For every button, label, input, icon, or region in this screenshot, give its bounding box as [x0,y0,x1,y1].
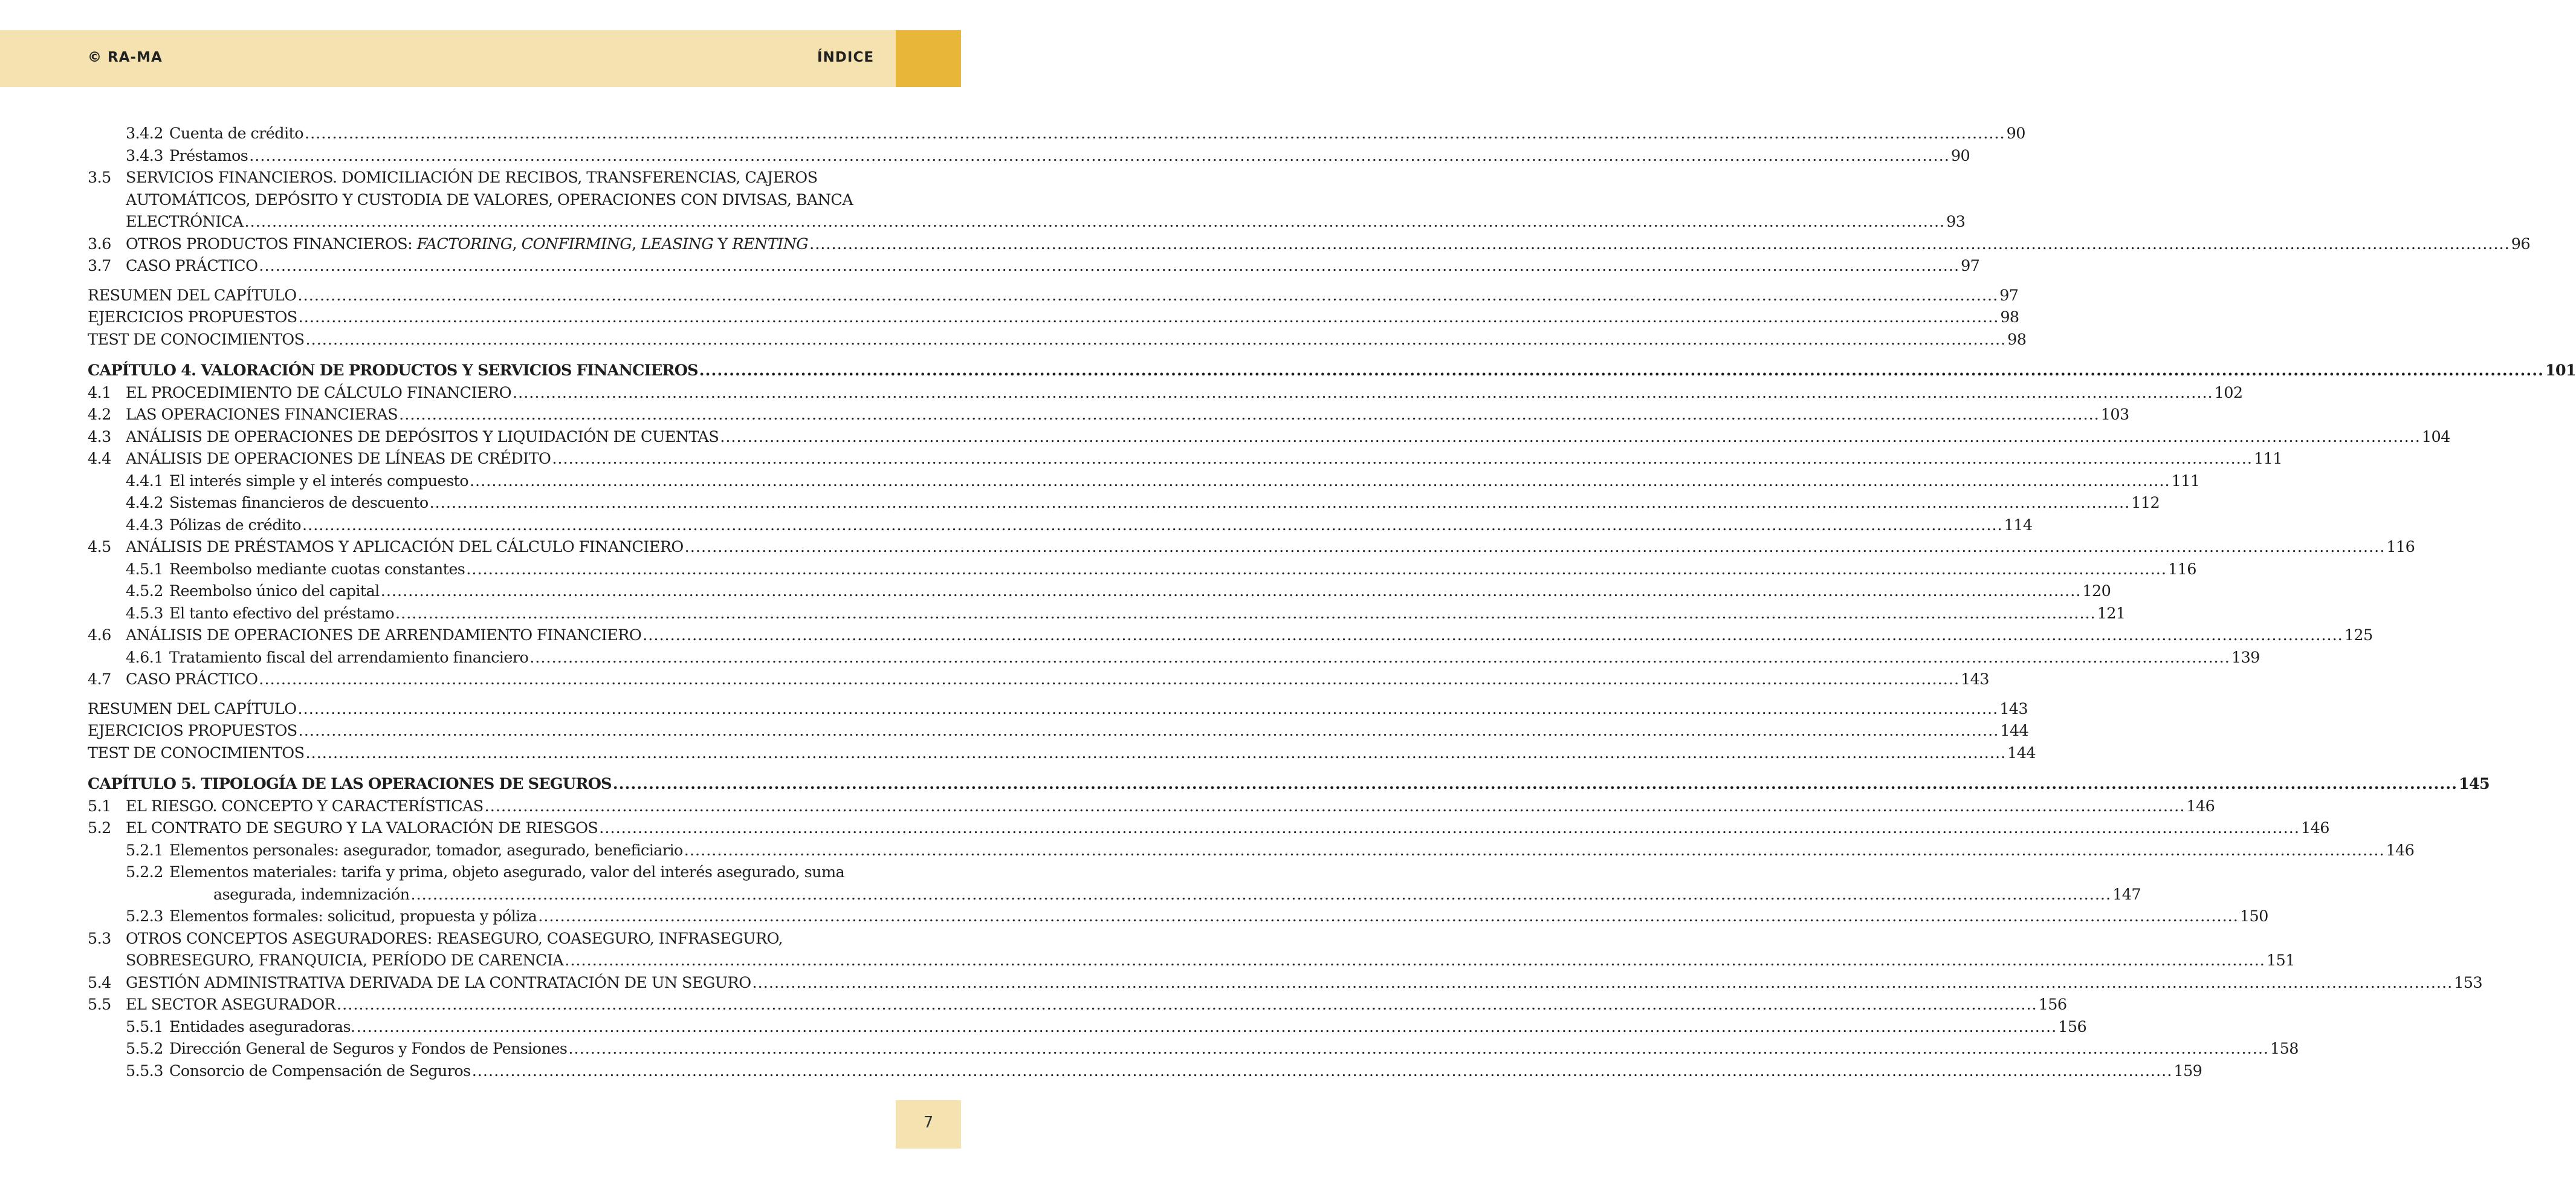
toc-entry-title: ANÁLISIS DE OPERACIONES DE LÍNEAS DE CRÉDITO [126,450,551,468]
toc-page-number: 146 [2386,841,2415,860]
toc-entry-title: CAPÍTULO 4. VALORACIÓN DE PRODUCTOS Y SERVICIOS FINANCIEROS [88,361,698,380]
dot-leader [613,773,2458,796]
toc-entry [88,1016,2087,1039]
dot-leader [395,603,2096,625]
header-publisher: © RA-MA [88,50,163,65]
toc-entry-number: 4.5 [88,538,111,556]
toc-entry-title: Dirección General de Seguros y Fondos de Pensiones [169,1040,568,1058]
toc-chapter-heading [88,773,2490,796]
toc-entry [88,559,2196,581]
toc-entry-title: El interés simple y el interés compuesto [169,472,468,490]
toc-page-number: 97 [1961,257,1980,275]
toc-entry [88,906,2268,928]
toc-page-number: 153 [2454,973,2483,992]
toc-entry-title: asegurada, indemnización [213,885,410,904]
toc-entry-number: 4.1 [88,383,111,402]
dot-leader [552,448,2253,470]
toc-entry [88,470,2200,493]
toc-entry [88,698,2028,721]
toc-entry [88,972,2483,994]
toc-entry-title: Préstamos [169,146,248,165]
toc-entry [88,994,2067,1016]
toc-entry [88,796,2215,818]
dot-leader [305,329,2006,351]
toc-entry-number: 3.6 [88,235,111,253]
dot-leader [699,360,2544,382]
toc-entry-number: 4.5.1 [126,560,163,579]
toc-page-number: 90 [2006,125,2025,143]
toc-entry-title: CASO PRÁCTICO [126,670,258,689]
dot-leader [302,514,2003,537]
toc-page-number: 111 [2171,472,2200,490]
toc-entry-title: Sistemas financieros de descuento [169,494,429,512]
toc-entry [88,647,2260,669]
page-number: 7 [923,1114,934,1132]
toc-entry-number: 4.6.1 [126,648,163,667]
dot-leader [470,470,2170,493]
toc-entry [88,603,2126,625]
toc-entry-number: 5.2.2 [126,863,163,881]
toc-entry [88,123,2025,145]
toc-entry-title: CASO PRÁCTICO [126,257,258,275]
toc-entry-number: 3.5 [88,169,111,187]
dot-leader [337,994,2037,1016]
toc-page-number: 158 [2270,1040,2299,1058]
toc-entry [88,861,2141,906]
toc-entry-number: 5.1 [88,797,111,815]
toc-entry-title: TEST DE CONOCIMIENTOS [88,744,305,762]
dot-leader [568,1038,2269,1060]
toc-entry-title: EL PROCEDIMIENTO DE CÁLCULO FINANCIERO [126,383,511,402]
toc-page-number: 147 [2112,885,2141,904]
toc-entry-title: ANÁLISIS DE PRÉSTAMOS Y APLICACIÓN DEL CÁLCULO FINANCIERO [126,538,684,556]
header-tab [896,30,961,87]
toc-entry [88,514,2033,537]
toc-entry-number: 4.6 [88,626,111,644]
table-of-contents [88,123,2576,1082]
toc-entry-number: 4.7 [88,670,111,689]
toc-entry-number: 4.5.3 [126,604,163,623]
dot-leader [245,211,1946,233]
toc-entry [88,426,2450,449]
toc-page-number: 143 [1999,699,2028,718]
toc-entry-number: 5.5.1 [126,1017,163,1036]
toc-entry-number: 5.2.3 [126,907,163,926]
dot-leader [466,559,2167,581]
toc-entry-number: 4.4.1 [126,472,163,490]
toc-entry-title: ELECTRÓNICA [126,213,244,231]
dot-leader [410,884,2111,906]
toc-page-number: 112 [2131,494,2160,512]
toc-page-number: 139 [2231,648,2260,667]
toc-entry [88,669,1989,691]
toc-entry-title: SERVICIOS FINANCIEROS. DOMICILIACIÓN DE RECIBOS, TRANSFERENCIAS, CAJEROS [126,169,818,187]
toc-entry-number: 4.4.3 [126,516,163,534]
toc-page-number: 104 [2421,427,2450,446]
dot-leader [752,972,2453,994]
toc-entry [88,382,2243,404]
toc-entry-title: Tratamiento fiscal del arrendamiento financiero [169,648,529,667]
toc-entry-title: AUTOMÁTICOS, DEPÓSITO Y CUSTODIA DE VALORES, OPERACIONES CON DIVISAS, BANCA [126,190,853,209]
dot-leader [259,255,1960,277]
toc-entry-title: RESUMEN DEL CAPÍTULO [88,286,297,305]
toc-entry-title: GESTIÓN ADMINISTRATIVA DERIVADA DE LA CONTRATACIÓN DE UN SEGURO [126,973,751,992]
toc-page-number: 151 [2266,951,2295,970]
dot-leader [298,698,1999,721]
toc-entry-title: Entidades aseguradoras. [169,1017,355,1036]
dot-leader [538,906,2239,928]
dot-leader [399,404,2100,426]
toc-entry [88,1060,2202,1083]
toc-entry-number: 3.4.3 [126,146,163,165]
header-section-title: ÍNDICE [817,50,875,65]
toc-entry-title: ANÁLISIS DE OPERACIONES DE ARRENDAMIENTO FINANCIERO [126,626,642,644]
toc-entry-number: 4.3 [88,427,111,446]
toc-entry [88,285,2019,307]
toc-entry-number: 3.4.2 [126,125,163,143]
toc-page-number: 143 [1961,670,1989,689]
toc-page-number: 156 [2058,1017,2087,1036]
toc-entry [88,404,2129,426]
toc-entry [88,1038,2299,1060]
toc-entry-title: Pólizas de crédito [169,516,301,534]
toc-entry [88,928,2295,972]
toc-page-number: 103 [2100,406,2129,424]
toc-entry-number: 4.4.2 [126,494,163,512]
toc-page-number: 102 [2214,383,2243,402]
toc-entry [88,720,2029,742]
toc-entry-number: 4.5.2 [126,582,163,600]
toc-entry [88,742,2036,765]
toc-entry [88,492,2160,514]
toc-page-number: 125 [2344,626,2373,644]
toc-page-number: 150 [2239,907,2268,926]
dot-leader [472,1060,2173,1083]
dot-leader [357,1016,2057,1039]
toc-entry-number: 5.5 [88,996,111,1014]
toc-page-number: 111 [2254,450,2282,468]
dot-leader [485,796,2186,818]
toc-entry-title: EJERCICIOS PROPUESTOS [88,722,297,740]
toc-entry-title: LAS OPERACIONES FINANCIERAS [126,406,398,424]
toc-entry [88,145,1970,167]
toc-entry-title: Elementos formales: solicitud, propuesta y póliza [169,907,537,926]
toc-page-number: 116 [2167,560,2196,579]
toc-page-number: 120 [2082,582,2111,600]
toc-entry-title: RESUMEN DEL CAPÍTULO [88,699,297,718]
toc-entry-title: SOBRESEGURO, FRANQUICIA, PERÍODO DE CARENCIA [126,951,564,970]
dot-leader [430,492,2131,514]
toc-page-number: 156 [2038,996,2067,1014]
toc-entry-title: Reembolso único del capital [169,582,380,600]
dot-leader [720,426,2421,449]
toc-entry-title: ANÁLISIS DE OPERACIONES DE DEPÓSITOS Y LIQUIDACIÓN DE CUENTAS [126,427,719,446]
toc-entry [88,817,2329,840]
dot-leader [298,285,1999,307]
toc-entry [88,580,2111,603]
toc-page-number: 116 [2386,538,2415,556]
toc-entry [88,255,1980,277]
toc-entry [88,624,2373,647]
toc-entry-number: 3.7 [88,257,111,275]
dot-leader [299,306,1999,329]
toc-page-number: 144 [2000,722,2029,740]
toc-entry-number: 5.3 [88,929,111,948]
toc-page-number: 101 [2545,361,2576,380]
toc-entry-title: Elementos personales: asegurador, tomador, asegurado, beneficiario [169,841,683,860]
dot-leader [599,817,2300,840]
dot-leader [529,647,2230,669]
dot-leader [565,950,2265,972]
toc-page-number: 145 [2458,775,2490,793]
dot-leader [642,624,2343,647]
toc-page-number: 146 [2186,797,2215,815]
toc-entry [88,536,2415,559]
toc-entry-number: 5.5.3 [126,1062,163,1080]
toc-entry-title: EL CONTRATO DE SEGURO Y LA VALORACIÓN DE RIESGOS [126,819,598,837]
toc-entry-title: TEST DE CONOCIMIENTOS [88,330,305,349]
dot-leader [809,233,2510,256]
toc-entry [88,329,2027,351]
dot-leader [259,669,1960,691]
toc-entry-title: El tanto efectivo del préstamo [169,604,394,623]
toc-entry-number: 5.4 [88,973,111,992]
toc-entry-number: 4.2 [88,406,111,424]
toc-page-number: 98 [2007,330,2027,349]
toc-page-number: 121 [2097,604,2126,623]
toc-entry-title: Elementos materiales: tarifa y prima, objeto asegurado, valor del interés asegurado, suma [169,863,845,881]
toc-entry-title: OTROS CONCEPTOS ASEGURADORES: REASEGURO, COASEGURO, INFRASEGURO, [126,929,783,948]
dot-leader [305,123,2005,145]
toc-page-number: 98 [2000,308,2019,326]
toc-page-number: 97 [1999,286,2019,305]
toc-page-number: 159 [2173,1062,2202,1080]
dot-leader [299,720,1999,742]
toc-entry-title: OTROS PRODUCTOS FINANCIEROS: FACTORING, CONFIRMING, LEASING Y RENTING [126,235,809,253]
dot-leader [381,580,2082,603]
toc-entry [88,840,2415,862]
toc-page-number: 93 [1946,213,1966,231]
toc-entry [88,306,2019,329]
toc-page-number: 144 [2007,744,2036,762]
toc-entry-title: EL RIESGO. CONCEPTO Y CARACTERÍSTICAS [126,797,484,815]
toc-entry-number: 4.4 [88,450,111,468]
toc-entry-title: EJERCICIOS PROPUESTOS [88,308,297,326]
toc-entry-number: 5.5.2 [126,1040,163,1058]
toc-entry-title: Consorcio de Compensación de Seguros [169,1062,471,1080]
toc-entry-title: Cuenta de crédito [169,125,303,143]
dot-leader [685,536,2386,559]
toc-page-number: 146 [2300,819,2329,837]
dot-leader [513,382,2213,404]
toc-entry-title: CAPÍTULO 5. TIPOLOGÍA DE LAS OPERACIONES DE SEGUROS [88,775,612,793]
dot-leader [305,742,2006,765]
toc-entry [88,233,2531,256]
toc-chapter-heading [88,360,2576,382]
toc-entry-number: 5.2.1 [126,841,163,860]
toc-entry [88,167,1966,233]
toc-entry [88,448,2282,470]
toc-page-number: 114 [2004,516,2033,534]
toc-entry-title: Reembolso mediante cuotas constantes [169,560,465,579]
toc-entry-title: EL SECTOR ASEGURADOR [126,996,335,1014]
dot-leader [249,145,1950,167]
dot-leader [684,840,2385,862]
toc-page-number: 90 [1950,146,1970,165]
toc-page-number: 96 [2511,235,2531,253]
toc-entry-number: 5.2 [88,819,111,837]
